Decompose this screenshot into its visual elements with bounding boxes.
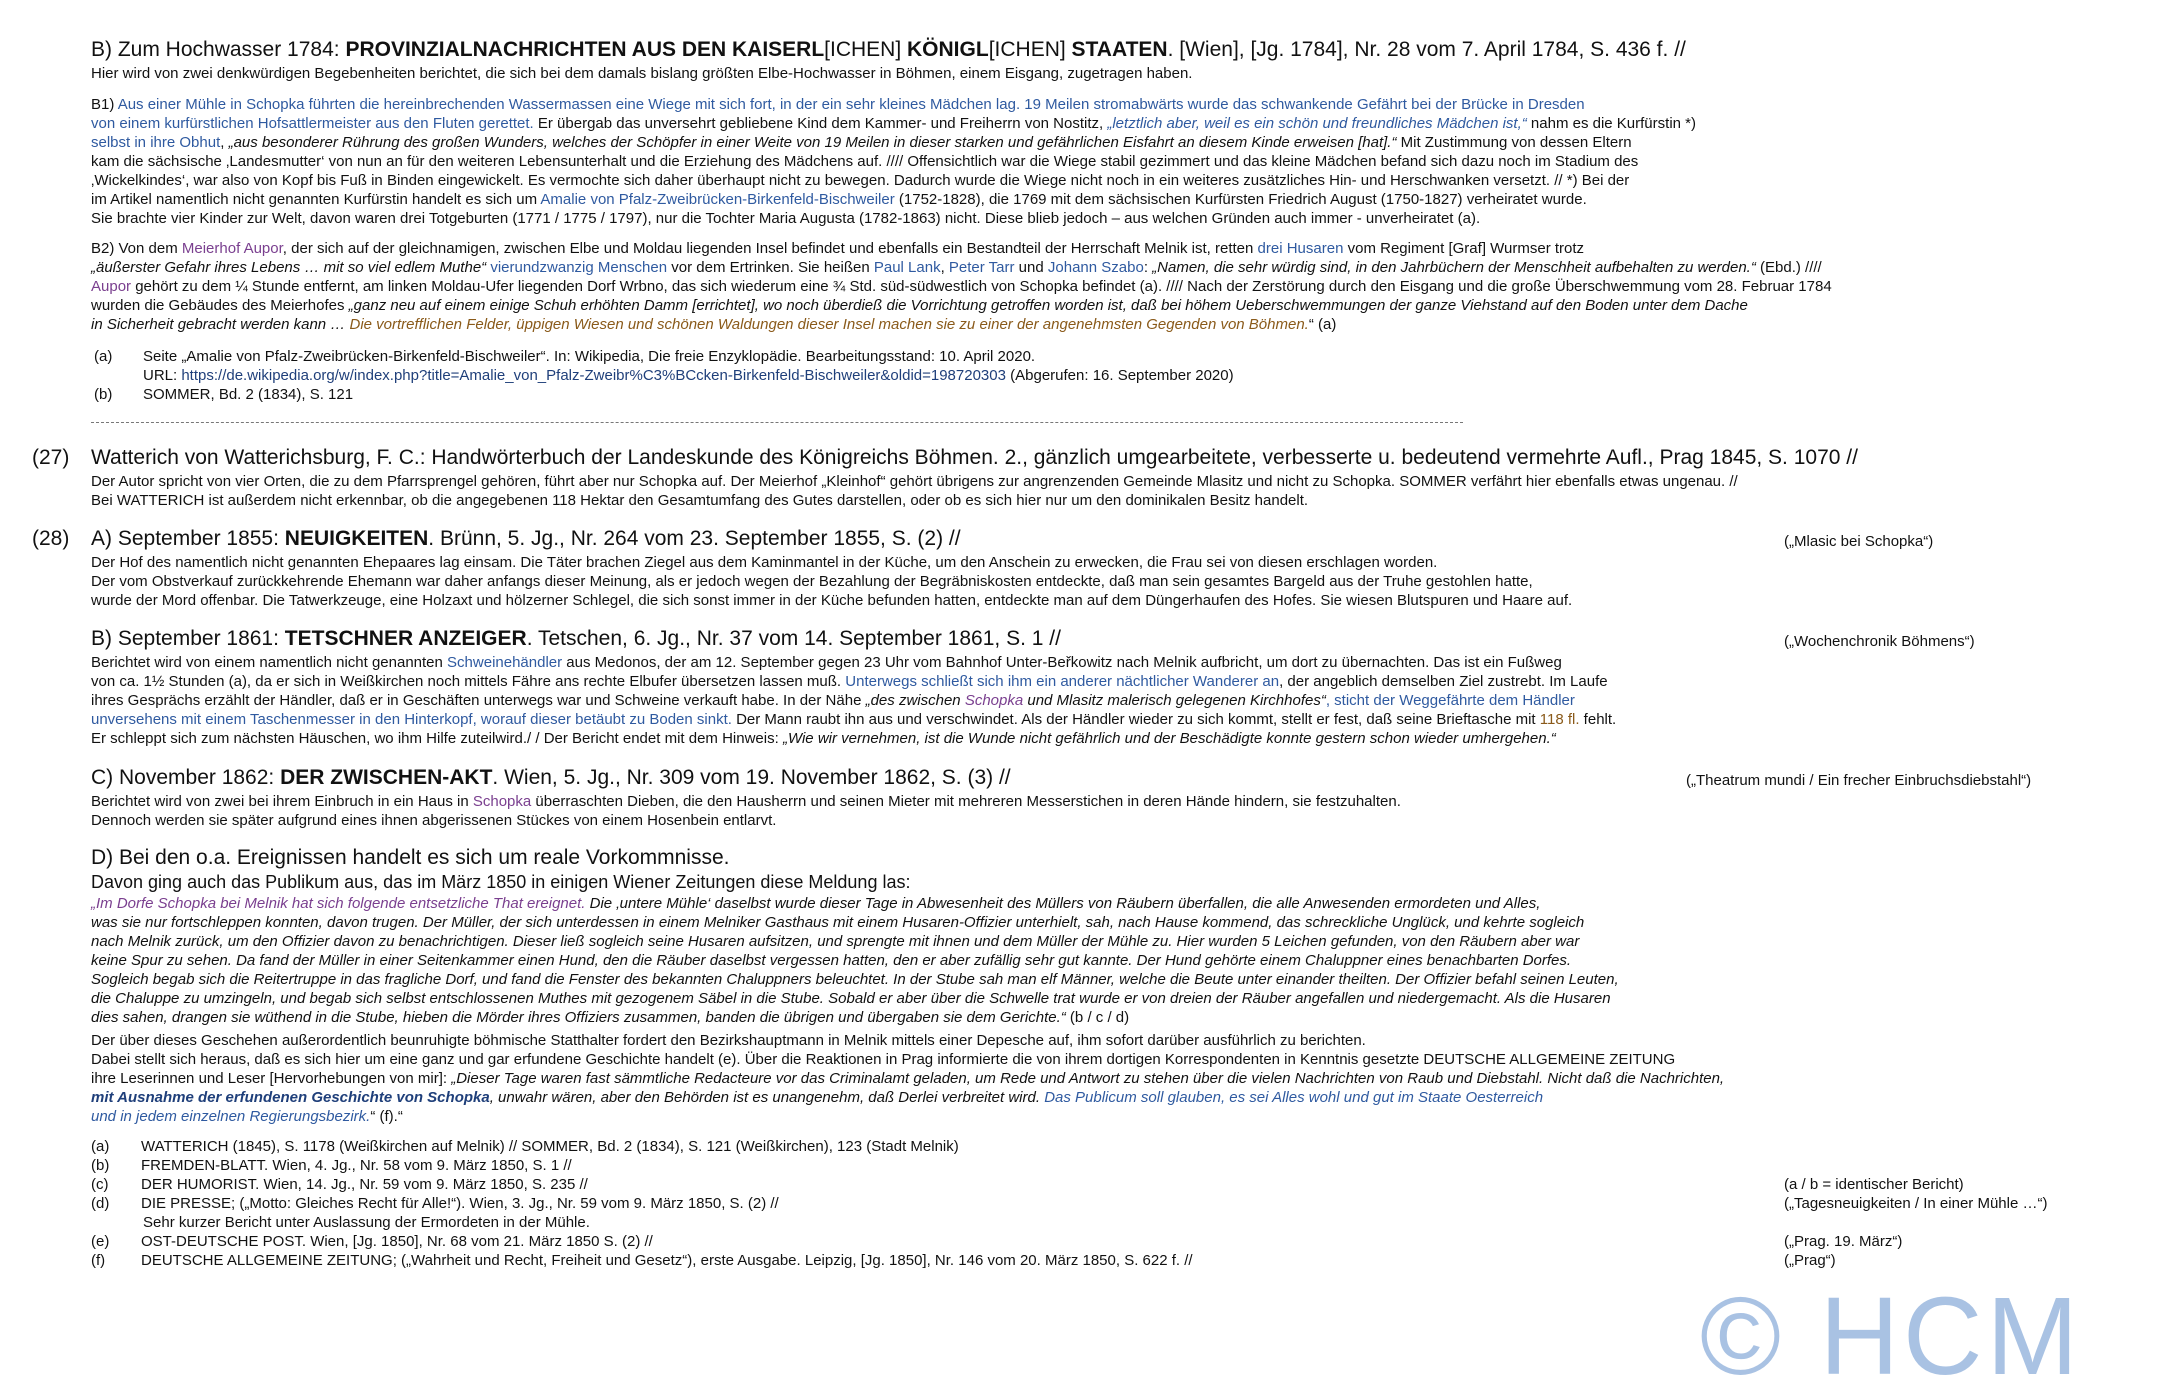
entry-28c-line: Dennoch werden sie später aufgrund eines ihnen abgerissenen Stückes von einem Hosenbein entlarvt. — [91, 812, 777, 829]
entry-28b-tag: („Wochenchronik Böhmens“) — [1784, 633, 1975, 650]
wikipedia-link[interactable]: https://de.wikipedia.org/w/index.php?title=Amalie_von_Pfalz-Zweibr%C3%BCcken-Birkenfeld-Bischweiler&oldid=198720303 — [181, 367, 1006, 384]
entry-28c-line: Berichtet wird von zwei bei ihrem Einbruch in ein Haus in Schopka überraschten Dieben, die den Hausherrn und seinen Mieter mit mehreren Messerstichen in deren Hände hindern, sie festzuhalten. — [91, 793, 1401, 810]
document-page: B) Zum Hochwasser 1784: PROVINZIALNACHRICHTEN AUS DEN KAISERL[ICHEN] KÖNIGL[ICHEN] STAATEN. [Wien], [Jg. 1784], Nr. 28 vom 7. April 1784, S. 436 f. // Hier wird von zwei denkwürdigen Begebenheiten berichtet, die sich bei dem damals bislang größten Elbe-Hochwasser in Böhmen, einem Eisgang, zugetragen haben. B1) Aus einer Mühle in Schopka führten die hereinbrechenden Wassermassen eine Wiege mit sich fort, in der ein sehr kleines Mädchen lag. 19 Meilen stromabwärts wurde das schwankende Gefährt bei der Brücke in Dresden von einem kurfürstlichen Hofsattlermeister aus den Fluten gerettet. Er übergab das unversehrt gebliebene Kind dem Kammer- und Freiherrn von Nostitz, „letztlich aber, weil es ein schön und freundliches Mädchen ist,“ nahm es die Kurfürstin *) selbst in ihre Obhut, „aus besonderer Rührung des großen Wunders, welches der Schöpfer in einer Weite von 19 Meilen in dieser starken und gefährlichen Eisfahrt an diesem Kinde erweisen [hat].“ Mit Zustimmung von dessen Eltern kam die sächsische ‚Landesmutter‘ von nun an für den weiteren Lebensunterhalt und die Erziehung des Mädchens auf. //// Offensichtlich war die Wiege stabil gezimmert und das kleine Mädchen befand sich dazu noch im Stadium des ‚Wickelkindes‘, war also von Kopf bis Fuß in Binden eingewickelt. Es vermochte sich daher überhaupt nicht zu bewegen. Dadurch wurde die Wiege nicht noch in ein weiteres zusätzliches Hin- und Herschwanken versetzt. // *) Bei der im Artikel namentlich nicht genannten Kurfürstin handelt es sich um Amalie von Pfalz-Zweibrücken-Birkenfeld-Bischweiler (1752-1828), die 1769 mit dem sächsischen Kurfürsten Friedrich August (1750-1827) verheiratet wurde. Sie brachte vier Kinder zur Welt, davon waren drei Totgeburten (1771 / 1775 / 1797), nur die Tochter Maria Augusta (1782-1863) nicht. Diese blieb jedoch – aus welchen Gründen auch immer - unverheiratet (a). B2) Von dem Meierhof Aupor, der sich auf der gleichnamigen, zwischen Elbe und Moldau liegenden Insel befindet und ebenfalls ein Bestandteil der Herrschaft Melnik ist, retten drei Husaren vom Regiment [Graf] Wurmser trotz „äußerster Gefahr ihres Lebens … mit so viel edlem Muthe“ vierundzwanzig Menschen vor dem Ertrinken. Sie heißen Paul Lank, Peter Tarr und Johann Szabo: „Namen, die sehr würdig sind, in den Jahrbüchern der Menschheit aufbehalten zu werden.“ (Ebd.) //// Aupor gehört zu dem ¼ Stunde entfernt, am linken Moldau-Ufer liegenden Dorf Wrbno, das sich wiederum eine ¾ Std. süd-südwestlich von Schopka befindet (a). //// Nach der Zerstörung durch den Eisgang und die große Überschwemmung vom 28. Februar 1784 wurden die Gebäudes des Meierhofes „ganz neu auf einem einige Schuh erhöhten Damm [errichtet], wo noch überdieß die Vorrichtung getroffen worden ist, daß bei höhem Ueberschwemmungen der ganze Viehstand auf den Boden unter dem Dache in Sicherheit gebracht werden kann … Die vortrefflichen Felder, üppigen Wiesen und schönen Waldungen dieser Insel machen sie zu einer der angenehmsten Gegenden von Böhmen.“ (a) (a) Seite „Amalie von Pfalz-Zweibrücken-Birkenfeld-Bischweiler“. In: Wikipedia, Die freie Enzyklopädie. Bearbeitungsstand: 10. April 2020. URL: https://de.wikipedia.org/w/index.php?title=Amalie_von_Pfalz-Zweibr%C3%BCcken-Birkenfeld-Bischweiler&oldid=198720303 (Abgerufen: 16. September 2020) (b) SOMMER, Bd. 2 (1834), S. 121 (27) Watterich von Watterichsburg, F. C.: Handwörterbuch der Landeskunde des Königreichs Böhmen. 2., gänzlich umgearbeitete, verbesserte u. bedeutend vermehrte Aufl., Prag 1845, S. 1070 // Der Autor spricht von vier Orten, die zu dem Pfarrsprengel gehören, führt aber nur Schopka auf. Der Meierhof „Kleinhof“ gehört übrigens zur angrenzenden Gemeinde Mlasitz und nicht zu Schopka. SOMMER verfährt hier ebenfalls etwas ungenau. // Bei WATTERICH ist außerdem nicht erkennbar, ob die angegebenen 118 Hektar den Gesamtumfang des Gutes darstellen, oder ob es sich hier nur um den dominikalen Besitz handelt. (28) A) September 1855: NEUIGKEITEN. Brünn, 5. Jg., Nr. 264 vom 23. September 1855, S. (2) // („Mlasic bei Schopka“) Der Hof des namentlich nicht genannten Ehepaares lag einsam. Die Täter brachen Ziegel aus dem Kaminmantel in der Küche, um den Anschein zu erwecken, die Frau sei von diesen erschlagen worden. Der vom Obstverkauf zurückkehrende Ehemann war daher anfangs dieser Meinung, als er jedoch wegen der Bezahlung der Begräbniskosten entdeckte, daß man sein gesamtes Bargeld aus der Truhe gestohlen hatte, wurde der Mord offenbar. Die Tatwerkzeuge, eine Holzaxt und hölzerner Schlegel, die sich sonst immer in der Küche befunden hatten, entdeckte man auf dem Düngerhaufen des Hofes. Sie wiesen Blutspuren und Haare auf. B) September 1861: TETSCHNER ANZEIGER. Tetschen, 6. Jg., Nr. 37 vom 14. September 1861, S. 1 // („Wochenchronik Böhmens“) Berichtet wird von einem namentlich nicht genannten Schweinehändler aus Medonos, der am 12. September gegen 23 Uhr vom Bahnhof Unter-Beřkowitz nach Melnik aufbricht, um dort zu übernachten. Das ist ein Fußweg von ca. 1½ Stunden (a), da er sich in Weißkirchen noch mittels Fähre ans rechte Elbufer übersetzen lassen muß. Unterwegs schließt sich ihm ein anderer nächtlicher Wanderer an, der angeblich demselben Ziel zustrebt. Im Laufe ihres Gesprächs erzählt der Händler, daß er in Geschäften unterwegs war und Schweine verkauft habe. In der Nähe „des zwischen Schopka und Mlasitz malerisch gelegenen Kirchhofes“, sticht der Weggefährte dem Händler unversehens mit einem Taschenmesser in den Hinterkopf, worauf dieser betäubt zu Boden sinkt. Der Mann raubt ihn aus und verschwindet. Als der Händler wieder zu sich kommt, stellt er fest, daß seine Brieftasche mit 118 fl. fehlt. Er schleppt sich zum nächsten Häuschen, wo ihm Hilfe zuteilwird./ / Der Bericht endet mit dem Hinweis: „Wie wir vernehmen, ist die Wunde nicht gefährlich und der Beschädigte konnte gestern schon wieder umhergehen.“ C) November 1862: DER ZWISCHEN-AKT. Wien, 5. Jg., Nr. 309 vom 19. November 1862, S. (3) // („Theatrum mundi / Ein frecher Einbruchsdiebstahl“) Berichtet wird von zwei bei ihrem Einbruch in ein Haus in Schopka überraschten Dieben, die den Hausherrn und seinen Mieter mit mehreren Messerstichen in deren Hände hindern, sie festzuhalten. Dennoch werden sie später aufgrund eines ihnen abgerissenen Stückes von einem Hosenbein entlarvt. D) Bei den o.a. Ereignissen handelt es sich um reale Vorkommnisse. Davon ging auch das Publikum aus, das im März 1850 in einigen Wiener Zeitungen diese Meldung las: „Im Dorfe Schopka bei Melnik hat sich folgende entsetzliche That ereignet. Die ‚untere Mühle‘ daselbst wurde dieser Tage in Abwesenheit des Müllers von Räubern überfallen, die alle Anwesenden ermordeten und Alles, was sie nur fortschleppen konnten, davon trugen. Der Müller, der sich unterdessen in einem Melniker Gasthaus mit einem Husaren-Offizier unterhielt, sah, nach Hause kommend, das schreckliche Unglück, und kehrte sogleich nach Melnik zurück, um den Offizier davon zu benachrichtigen. Dieser ließ sogleich seine Husaren aufsitzen, und sprengte mit ihnen und dem Müller der Mühle zu. Hier wurden 5 Leichen gefunden, von den Räubern aber war keine Spur zu sehen. Da fand der Müller in einer Seitenkammer einen Hund, den die Räuber daselbst vergessen hatten, den er aber zufällig sehr gut kannte. Der Hund gehörte einem Chaluppner eines benachbarten Dorfes. Sogleich begab sich die Reitertruppe in das fragliche Dorf, und fand die Fenster des bekannten Chaluppners beleuchtet. In der Stube sah man elf Männer, welche die Beute unter einander theilten. Der Offizier befahl seinen Leuten, die Chaluppe zu umzingeln, und begab sich selbst entschlossenen Muthes mit gezogenem Säbel in die Stube. Sobald er aber über die Schwelle trat wurde er von dreien der Räuber angefallen und niedergemacht. Als die Husaren dies sahen, drangen sie wüthend in die Stube, hieben die Mörder ihres Offiziers zusammen, banden die übrigen und übergaben sie dem Gerichte.“ (b / c / d) Der über dieses Geschehen außerordentlich beunruhigte böhmische Statthalter fordert den Bezirkshauptmann in Melnik mittels einer Depesche auf, ihm sofort darüber ausführlich zu berichten. Dabei stellt sich heraus, daß es sich hier um eine ganz und gar erfundene Geschichte handelt (e). Über die Reaktionen in Prag informierte die von ihrem dortigen Korrespondenten in Kenntnis gesetzte DEUTSCHE ALLGEMEINE ZEITUNG ihre Leserinnen und Leser [Hervorhebungen von mir]: „Dieser Tage waren fast sämmtliche Redacteure vor das Criminalamt geladen, um Rede und Antwort zu stehen über die vielen Nachrichten von Raub und Diebstahl. Nicht daß die Nachrichten, mit Ausnahme der erfundenen Geschichte von Schopka, unwahr wären, aber den Behörden ist es unangenehm, daß Derlei verbreitet wird. Das Publicum soll glauben, es sei Alles wohl und gut im Staate Oesterreich und in jedem einzelnen Regierungsbezirk.“ (f).“ (a) WATTERICH (1845), S. 1178 (Weißkirchen auf Melnik) // SOMMER, Bd. 2 (1834), S. 121 (Weißkirchen), 123 (Stadt Melnik) (b) FREMDEN-BLATT. Wien, 4. Jg., Nr. 58 vom 9. März 1850, S. 1 // (c) DER HUMORIST. Wien, 14. Jg., Nr. 59 vom 9. März 1850, S. 235 // (a / b = identischer Bericht) (d) DIE PRESSE; („Motto: Gleiches Recht für Alle!“). Wien, 3. Jg., Nr. 59 vom 9. März 1850, S. (2) // („Tagesneuigkeiten / In einer Mühle …“) Sehr kurzer Bericht unter Auslassung der Ermordeten in der Mühle. (e) OST-DEUTSCHE POST. Wien, [Jg. 1850], Nr. 68 vom 21. März 1850 S. (2) // („Prag. 19. März“) (f) DEUTSCHE ALLGEMEINE ZEITUNG; („Wahrheit und Recht, Freiheit und Gesetz“), erste Ausgabe. Leipzig, [Jg. 1850], Nr. 146 vom 20. März 1850, S. 622 f. // („Prag“) © HCM — [32, 38, 2083, 1398]
entry-28a-tag: („Mlasic bei Schopka“) — [1784, 533, 1934, 550]
entry-28d-heading: D) Bei den o.a. Ereignissen handelt es sich um reale Vorkommnisse. — [91, 846, 730, 869]
entry-27-title: Watterich von Watterichsburg, F. C.: Handwörterbuch der Landeskunde des Königreichs Böhmen. 2., gänzlich umgearbeitete, verbesserte u. bedeutend vermehrte Aufl., Prag 1845, S. 1070 // — [91, 446, 1858, 469]
entry-28-number: (28) — [32, 527, 70, 550]
section-b-intro: Hier wird von zwei denkwürdigen Begebenheiten berichtet, die sich bei dem damals bislang größten Elbe-Hochwasser in Böhmen, einem Eisgang, zugetragen haben. — [91, 65, 1193, 82]
entry-28d-subheading: Davon ging auch das Publikum aus, das im März 1850 in einigen Wiener Zeitungen diese Meldung las: — [91, 872, 911, 892]
entry-27-number: (27) — [32, 446, 70, 469]
entry-28a-heading: A) September 1855: NEUIGKEITEN. Brünn, 5. Jg., Nr. 264 vom 23. September 1855, S. (2) // — [91, 527, 961, 550]
entry-27-line: Bei WATTERICH ist außerdem nicht erkennbar, ob die angegebenen 118 Hektar den Gesamtumfang des Gutes darstellen, oder ob es sich hier nur um den dominikalen Besitz handelt. — [91, 492, 1309, 509]
entry-27-line: Der Autor spricht von vier Orten, die zu dem Pfarrsprengel gehören, führt aber nur Schopka auf. Der Meierhof „Kleinhof“ gehört übrigens zur angrenzenden Gemeinde Mlasitz und nicht zu Schopka. SOMMER verfährt hier ebenfalls etwas ungenau. // — [91, 473, 1738, 490]
entry-28b-heading: B) September 1861: TETSCHNER ANZEIGER. Tetschen, 6. Jg., Nr. 37 vom 14. September 1861, S. 1 // — [91, 627, 1061, 650]
section-b-heading: B) Zum Hochwasser 1784: PROVINZIALNACHRICHTEN AUS DEN KAISERL[ICHEN] KÖNIGL[ICHEN] STAATEN. [Wien], [Jg. 1784], Nr. 28 vom 7. April 1784, S. 436 f. // — [91, 38, 1686, 61]
entry-28a-line: wurde der Mord offenbar. Die Tatwerkzeuge, eine Holzaxt und hölzerner Schlegel, die sich sonst immer in der Küche befunden hatten, entdeckte man auf dem Düngerhaufen des Hofes. Sie wiesen Blutspuren und Haare auf. — [91, 592, 1573, 609]
copyright-watermark: © HCM — [1700, 1275, 2083, 1398]
dashed-divider — [91, 422, 1463, 423]
entry-28c-tag: („Theatrum mundi / Ein frecher Einbruchsdiebstahl“) — [1686, 772, 2032, 789]
entry-28a-line: Der vom Obstverkauf zurückkehrende Ehemann war daher anfangs dieser Meinung, als er jedoch wegen der Bezahlung der Begräbniskosten entdeckte, daß man sein gesamtes Bargeld aus der Truhe gestohlen hatte, — [91, 573, 1533, 590]
entry-28a-line: Der Hof des namentlich nicht genannten Ehepaares lag einsam. Die Täter brachen Ziegel aus dem Kaminmantel in der Küche, um den Anschein zu erwecken, die Frau sei von diesen erschlagen worden. — [91, 554, 1438, 571]
entry-28c-heading: C) November 1862: DER ZWISCHEN-AKT. Wien, 5. Jg., Nr. 309 vom 19. November 1862, S. (3) // — [91, 766, 1011, 789]
